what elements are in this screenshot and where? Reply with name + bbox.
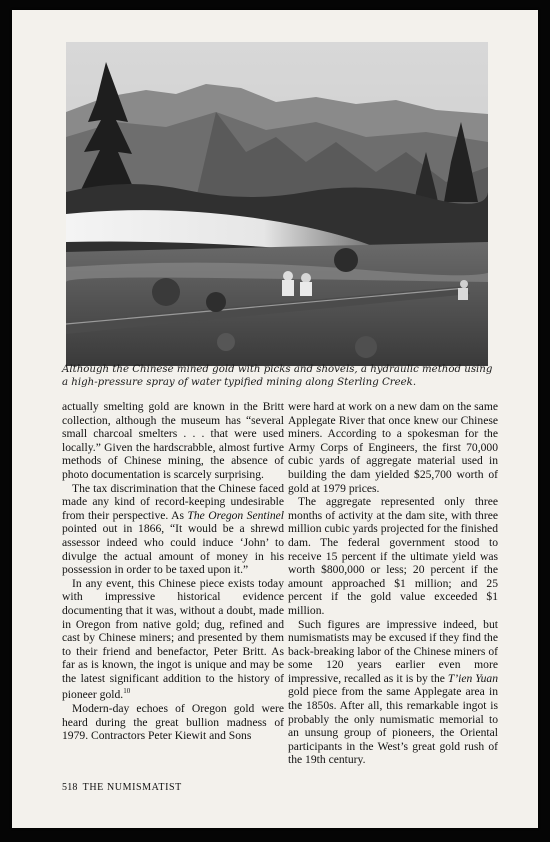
right-paragraph-3-end: gold piece from the same Applegate area in the 1850s. After all, this remarkable ingot is probably the only numismatic memorial to an unsung group of pioneers, the Oriental participants in the West’s great gold rush of the 19th century. — [288, 685, 498, 767]
mining-landscape-photo — [66, 42, 488, 366]
left-text-column — [62, 400, 284, 743]
left-paragraph-2-start: The tax discrimination that the Chinese faced made any kind of record-keeping undesirable from their perspective. As — [62, 481, 284, 522]
left-paragraph-4: Modern-day echoes of Oregon gold were heard during the great bullion madness of 1979. Contractors Peter Kiewit and Sons — [62, 701, 284, 743]
right-paragraph-3-start: Such figures are impressive indeed, but numismatists may be excused if they find the back-breaking labor of the Chinese miners of some 120 years earlier even more impressive, recalled as it is by the — [288, 617, 498, 685]
left-paragraph-2-end: pointed out in 1866, “It would be a shrewd assessor indeed who could induce ‘John’ to divulge the actual amount of money in his possession in order to be taxed upon it.” — [62, 522, 284, 577]
footnote-marker: 10 — [123, 687, 131, 696]
left-paragraph-3-text: In any event, this Chinese piece exists today with impressive historical evidence documenting that it was, without a doubt, made in Oregon from native gold; dug, refined and cast by Chinese miners; and presented by them to their friend and benefactor, Peter Britt. As far as is known, the ingot is unique and may be the latest significant addition to the history of pioneer gold. — [62, 576, 284, 702]
right-paragraph-3 — [288, 618, 498, 768]
newspaper-title: The Oregon Sentinel — [187, 508, 284, 522]
ingot-name: T’ien Yuan — [447, 671, 498, 685]
photo-caption: Although the Chinese mined gold with picks and shovels, a hydraulic method using a high-pressure spray of water typified mining along Sterling Creek. — [62, 364, 493, 388]
right-paragraph-2: The aggregate represented only three months of activity at the dam site, with three million cubic yards projected for the finished dam. The federal government stood to receive 15 percent if the ultimate yield was worth $800,000 or less; 20 percent if the amount approached $1 million; and 25 percent if the gold value exceeded $1 million. — [288, 495, 498, 617]
magazine-name: THE NUMISMATIST — [82, 782, 182, 793]
landscape-photo-icon — [66, 42, 488, 366]
right-text-column — [288, 400, 498, 767]
page-number: 518 — [62, 782, 78, 793]
left-paragraph-3 — [62, 577, 284, 702]
left-paragraph-2 — [62, 482, 284, 577]
right-paragraph-1: were hard at work on a new dam on the same Applegate River that once knew our Chinese miners. According to a spokesman for the Army Corps of Engineers, the first 70,000 cubic yards of aggregate material used in building the dam yielded $25,700 worth of gold at 1979 prices. — [288, 400, 498, 495]
page-footer — [62, 782, 182, 793]
left-paragraph-1: actually smelting gold are known in the Britt collection, although the museum has “several small charcoal smelters . . . that were used locally.” Given the hardscrabble, almost furtive methods of Chinese mining, the absence of photo documentation is scarcely surprising. — [62, 400, 284, 481]
magazine-page — [12, 10, 538, 828]
